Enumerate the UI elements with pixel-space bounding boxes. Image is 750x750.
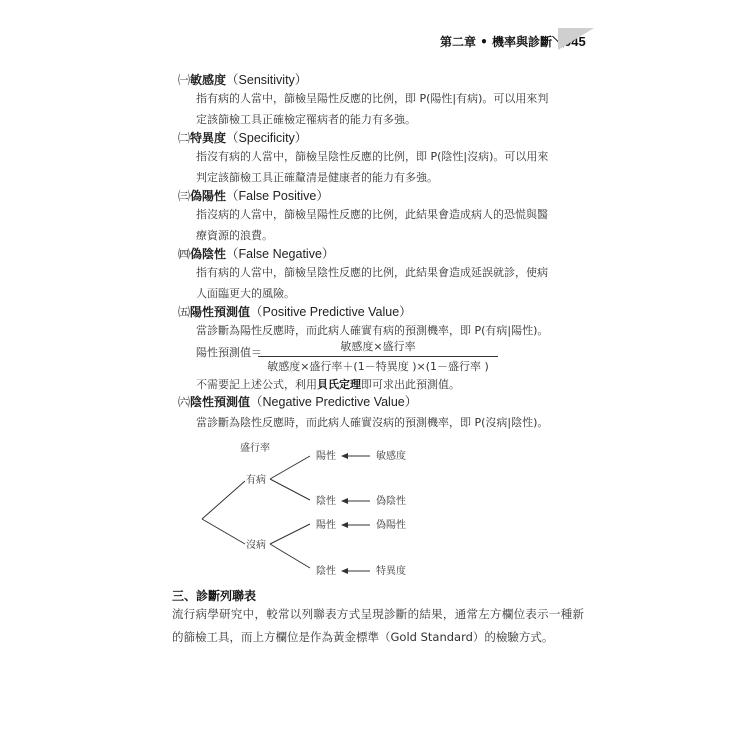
term-definition-false-positive — [196, 204, 586, 246]
tree-edge — [202, 481, 245, 519]
tree-root-label: 盛行率 — [240, 443, 270, 454]
tree-edge — [270, 456, 310, 479]
term-number: ㈥ — [178, 395, 191, 409]
tree-branch-sick: 有病 — [246, 475, 266, 486]
term-heading-ppv — [178, 302, 412, 320]
tree-leaf-result: 陽性 — [316, 451, 336, 462]
definition-line: 指沒病的人當中，篩檢呈陽性反應的比例，此結果會造成病人的恐慌與醫 — [196, 208, 548, 221]
term-heading-specificity — [178, 128, 307, 146]
definition-line: 人面臨更大的風險。 — [196, 287, 295, 300]
note-emphasis: 貝氏定理 — [317, 378, 361, 391]
tree-leaf-result: 陰性 — [316, 496, 336, 507]
section-body: 流行病學研究中，較常以列聯表方式呈現診斷的結果，通常左方欄位表示一種新的篩檢工具，而上方欄位是作為黃金標準（Gold Standard）的檢驗方式。 — [172, 607, 584, 644]
tree-leaf-meaning: 敏感度 — [376, 451, 406, 462]
term-heading-npv — [178, 392, 417, 410]
term-heading-sensitivity — [178, 70, 307, 88]
term-english: （Positive Predictive Value） — [250, 305, 412, 319]
term-label: 特異度 — [190, 131, 227, 145]
term-definition-npv: 當診斷為陰性反應時，而此病人確實沒病的預測機率，即 P(沒病|陰性)。 — [196, 416, 549, 429]
term-number: ㈣ — [178, 247, 191, 261]
formula-denominator: 敏感度×盛行率＋(1－特異度 )×(1－盛行率 ) — [267, 360, 489, 373]
section-heading: 三、診斷列聯表 — [172, 589, 257, 603]
definition-line: 指沒有病的人當中，篩檢呈陰性反應的比例，即 P(陰性|沒病)。可以用來 — [196, 150, 549, 163]
formula-fraction — [258, 338, 498, 374]
tree-leaf-meaning: 偽陽性 — [376, 520, 406, 531]
term-label: 偽陰性 — [190, 247, 227, 261]
term-heading-false-negative — [178, 244, 334, 262]
note-text-end: 即可求出此預測值。 — [361, 378, 460, 391]
term-english: （Negative Predictive Value） — [250, 395, 418, 409]
definition-line: 指有病的人當中，篩檢呈陽性反應的比例，即 P(陽性|有病)。可以用來判 — [196, 92, 549, 105]
page-number: 045 — [564, 34, 586, 49]
term-english: （False Positive） — [226, 189, 329, 203]
definition-line: 判定該篩檢工具正確釐清是健康者的能力有多強。 — [196, 171, 438, 184]
term-definition-false-negative — [196, 262, 586, 304]
fraction-bar — [258, 356, 498, 357]
definition-line: 指有病的人當中，篩檢呈陰性反應的比例，此結果會造成延誤就診，使病 — [196, 266, 548, 279]
note-text: 不需要記上述公式，利用 — [196, 378, 317, 391]
term-english: （Sensitivity） — [226, 73, 308, 87]
formula-numerator: 敏感度×盛行率 — [340, 340, 416, 353]
tree-leaf-meaning: 特異度 — [376, 566, 406, 577]
bayes-note — [196, 376, 460, 392]
term-number: ㈠ — [178, 73, 191, 87]
term-number: ㈤ — [178, 305, 191, 319]
term-heading-false-positive — [178, 186, 329, 204]
tree-branch-healthy: 沒病 — [246, 540, 266, 551]
term-label: 敏感度 — [190, 73, 227, 87]
definition-line: 療資源的浪費。 — [196, 229, 273, 242]
tree-edge — [270, 524, 310, 544]
tree-edge — [270, 479, 310, 500]
definition-line: 定該篩檢工具正確檢定罹病者的能力有多強。 — [196, 113, 416, 126]
term-definition-sensitivity — [196, 88, 586, 130]
chapter-title: 第二章 • 機率與診斷＼ — [440, 35, 565, 49]
tree-edge — [270, 544, 310, 568]
term-label: 陽性預測值 — [190, 305, 251, 319]
tree-leaf-meaning: 偽陰性 — [376, 496, 406, 507]
definition-line: 當診斷為陽性反應時，而此病人確實有病的預測機率，即 P(有病|陽性)。 — [196, 324, 549, 337]
term-number: ㈢ — [178, 189, 191, 203]
term-label: 偽陽性 — [190, 189, 227, 203]
formula-lhs: 陽性預測值＝ — [196, 346, 262, 359]
term-definition-specificity — [196, 146, 586, 188]
tree-edge — [202, 519, 245, 544]
tree-leaf-result: 陽性 — [316, 520, 336, 531]
term-english: （Specificity） — [226, 131, 308, 145]
term-label: 陰性預測值 — [190, 395, 251, 409]
term-number: ㈡ — [178, 131, 191, 145]
tree-leaf-result: 陰性 — [316, 566, 336, 577]
term-english: （False Negative） — [226, 247, 335, 261]
corner-decoration — [558, 28, 594, 50]
probability-tree-diagram — [180, 436, 440, 586]
